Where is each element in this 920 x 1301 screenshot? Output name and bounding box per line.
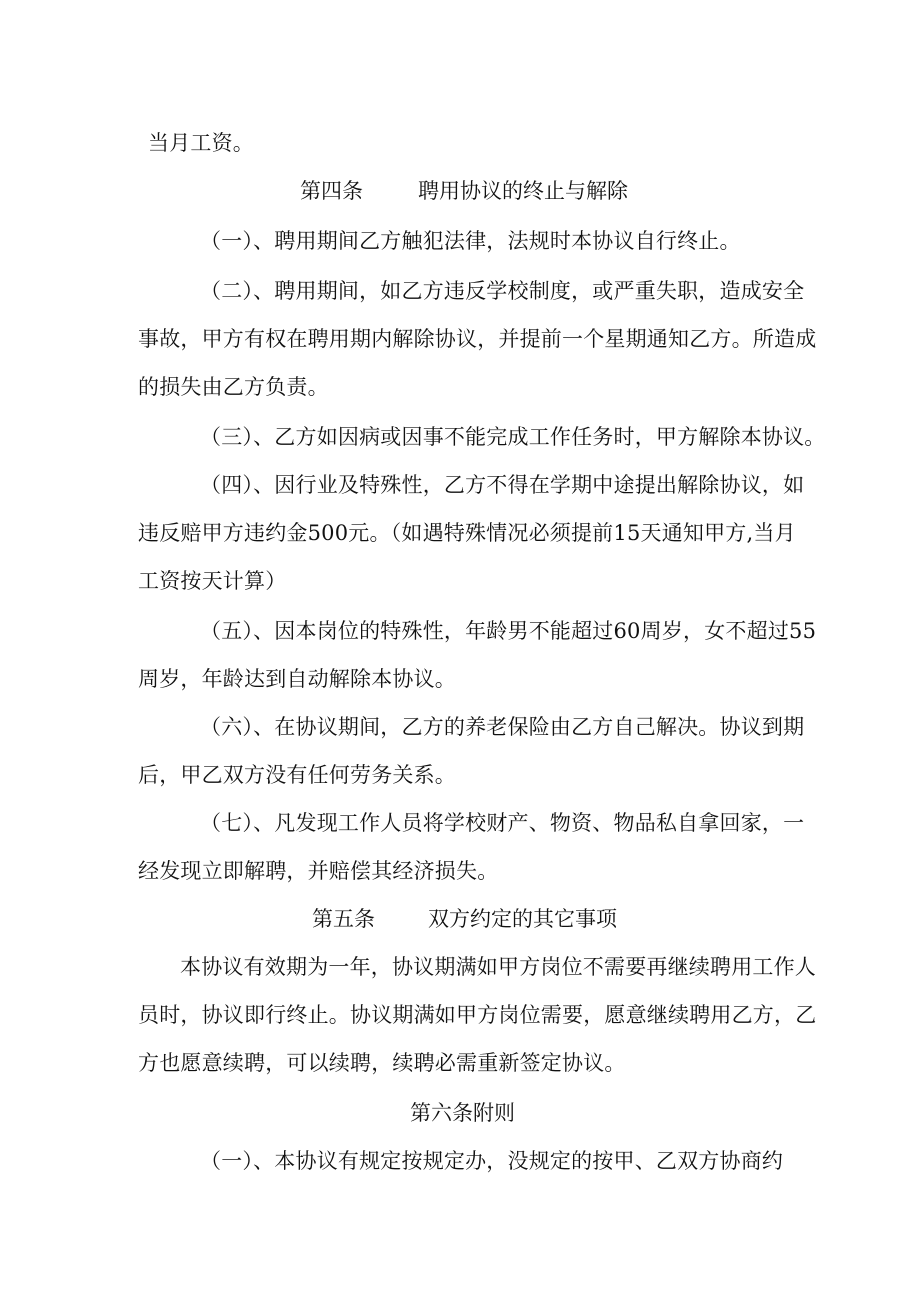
article4-clause2-line2: 事故，甲方有权在聘用期内解除协议，并提前一个星期通知乙方。所造成 bbox=[138, 327, 817, 351]
opening-line: 当月工资。 bbox=[148, 131, 254, 155]
article4-clause4-line1: （四）、因行业及特殊性，乙方不得在学期中途提出解除协议，如 bbox=[200, 473, 805, 497]
article4-clause6-line1: （六）、在协议期间，乙方的养老保险由乙方自己解决。协议到期 bbox=[200, 715, 805, 739]
article4-clause7-line2: 经发现立即解聘，并赔偿其经济损失。 bbox=[138, 859, 499, 883]
article4-title: 聘用协议的终止与解除 bbox=[418, 179, 628, 203]
article5-body-line1: 本协议有效期为一年，协议期满如甲方岗位不需要再继续聘用工作人 bbox=[180, 955, 816, 979]
article4-clause6-line2: 后，甲乙双方没有任何劳务关系。 bbox=[138, 763, 456, 787]
article4-clause5-line2: 周岁，年龄达到自动解除本协议。 bbox=[138, 667, 456, 691]
article6-clause1: （一）、本协议有规定按规定办，没规定的按甲、乙双方协商约 bbox=[200, 1149, 784, 1173]
article5-title: 双方约定的其它事项 bbox=[428, 907, 617, 931]
article4-clause3: （三）、乙方如因病或因事不能完成工作任务时，甲方解除本协议。 bbox=[200, 425, 826, 449]
article4-clause5-line1: （五）、因本岗位的特殊性，年龄男不能超过60周岁，女不超过55 bbox=[200, 619, 817, 643]
article4-clause7-line1: （七）、凡发现工作人员将学校财产、物资、物品私自拿回家，一 bbox=[200, 811, 805, 835]
article4-clause1: （一）、聘用期间乙方触犯法律，法规时本协议自行终止。 bbox=[200, 229, 741, 253]
article5-body-line2: 员时，协议即行终止。协议期满如甲方岗位需要，愿意继续聘用乙方，乙 bbox=[138, 1003, 817, 1027]
article5-number: 第五条 bbox=[312, 907, 375, 931]
article4-clause2-line3: 的损失由乙方负责。 bbox=[138, 375, 329, 399]
article4-clause4-line3: 工资按天计算） bbox=[138, 569, 287, 593]
article4-clause4-line2: 违反赔甲方违约金500元。（如遇特殊情况必须提前15天通知甲方,当月 bbox=[138, 521, 796, 545]
article6-heading: 第六条附则 bbox=[410, 1101, 515, 1125]
article4-number: 第四条 bbox=[300, 179, 363, 203]
article5-body-line3: 方也愿意续聘，可以续聘，续聘必需重新签定协议。 bbox=[138, 1051, 626, 1075]
article4-clause2-line1: （二）、聘用期间，如乙方违反学校制度，或严重失职，造成安全 bbox=[200, 279, 805, 303]
